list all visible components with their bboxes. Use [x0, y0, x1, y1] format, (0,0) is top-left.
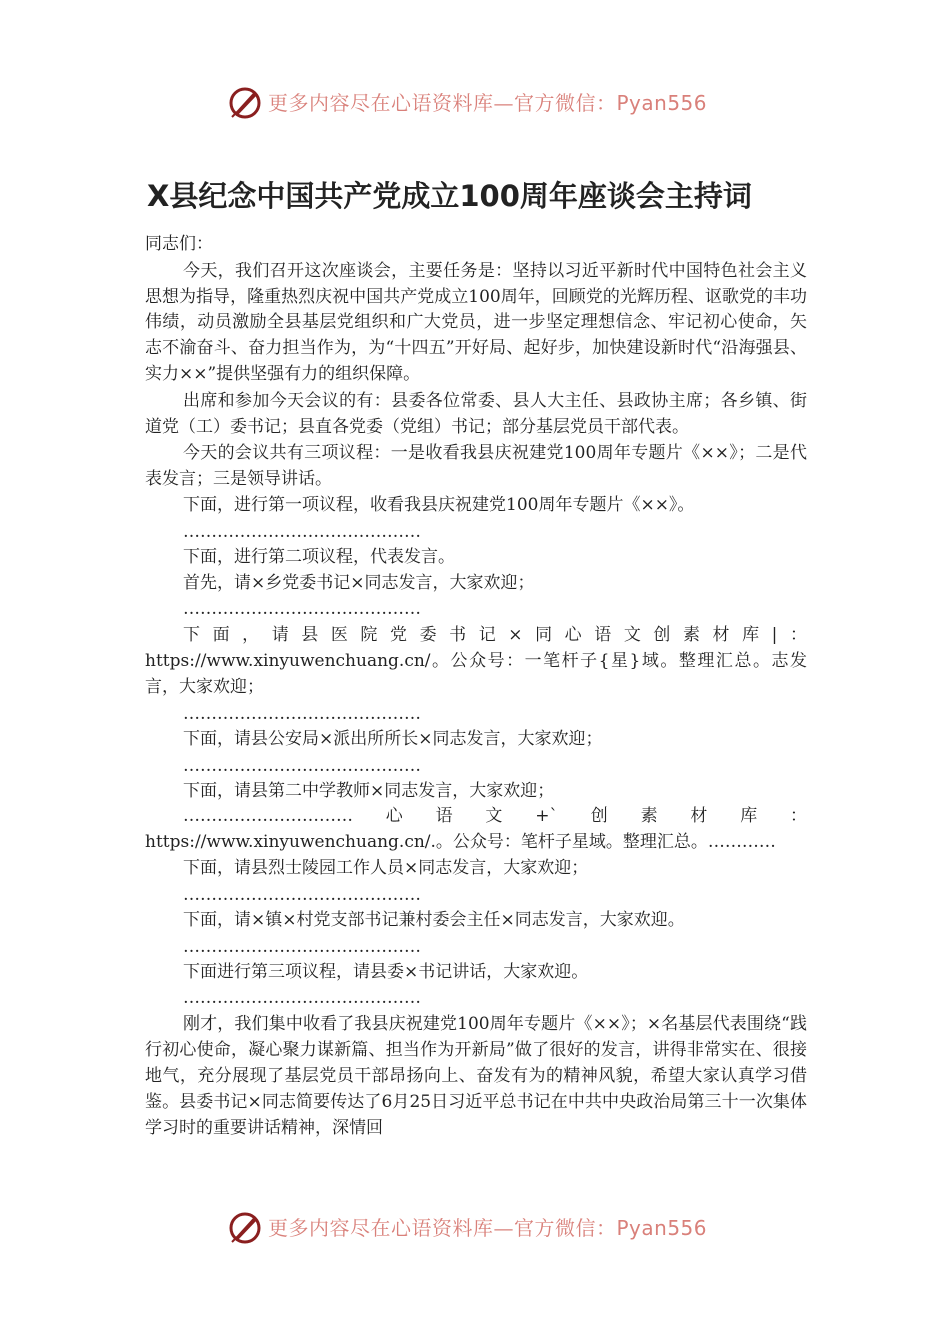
paragraph-speaker-5: 下面，请县烈士陵园工作人员×同志发言，大家欢迎；: [183, 857, 589, 878]
ellipsis-line: ……………………………………: [183, 703, 421, 724]
banner-wechat-id: Pyan556: [616, 1216, 708, 1240]
paragraph-watermark-text: …………………………心语文+`创素材库：https://www.xinyuwenchuang.cn/.。公众号：笔杆子星域。整理汇总。…………: [145, 806, 807, 853]
ellipsis-line: ……………………………………: [183, 755, 421, 776]
ellipsis-line: ……………………………………: [183, 599, 421, 620]
paragraph-item-two: 下面，进行第二项议程，代表发言。: [183, 546, 455, 567]
speaker-2-url-text: https://www.xinyuwenchuang.cn/。公众号：一笔杆子{星}域。整理汇总。志发言，大家欢迎；: [145, 651, 807, 697]
ellipsis-line: ……………………………………: [183, 884, 421, 905]
banner-slogan: 更多内容尽在心语资料库—官方微信：: [268, 91, 617, 115]
paragraph-attendees: 出席和参加今天会议的有：县委各位常委、县人大主任、县政协主席；各乡镇、街道党（工）委书记；县直各党委（党组）书记；部分基层党员干部代表。: [145, 390, 807, 437]
header-banner: [0, 84, 950, 124]
paragraph-speaker-2: [145, 623, 807, 700]
paragraph-purpose: 今天，我们召开这次座谈会，主要任务是：坚持以习近平新时代中国特色社会主义思想为指导，隆重热烈庆祝中国共产党成立100周年，回顾党的光辉历程、讴歌党的丰功伟绩，动员激励全县基层党组织和广大党员，进一步坚定理想信念、牢记初心使命，矢志不渝奋斗、奋力担当作为，为“十四五”开好局、起好步，加快建设新时代“沿海强县、实力××”提供坚强有力的组织保障。: [145, 260, 807, 384]
paragraph-item-one: 下面，进行第一项议程，收看我县庆祝建党100周年专题片《××》。: [183, 494, 695, 515]
paragraph-speaker-1: 首先，请×乡党委书记×同志发言，大家欢迎；: [183, 572, 535, 593]
banner-text: [268, 1215, 707, 1241]
paragraph-speaker-3: 下面，请县公安局×派出所所长×同志发言，大家欢迎；: [183, 728, 603, 749]
footer-banner: [0, 1209, 950, 1249]
banner-wechat-id: Pyan556: [616, 91, 708, 115]
ellipsis-line: ……………………………………: [183, 521, 421, 542]
paragraph-speaker-6: 下面，请×镇×村党支部书记兼村委会主任×同志发言，大家欢迎。: [183, 909, 685, 930]
ellipsis-line: ……………………………………: [183, 936, 421, 957]
paragraph-summary: 刚才，我们集中收看了我县庆祝建党100周年专题片《××》；×名基层代表围绕“践行初心使命，凝心聚力谋新篇、担当作为开新局”做了很好的发言，讲得非常实在、很接地气，充分展现了基层党员干部昂扬向上、奋发有为的精神风貌，希望大家认真学习借鉴。县委书记×同志简要传达了6月25日习近平总书记在中共中央政治局第三十一次集体学习时的重要讲话精神，深情回: [145, 1014, 807, 1138]
document-title: X县纪念中国共产党成立100周年座谈会主持词: [147, 179, 752, 213]
document-body: [145, 232, 807, 1141]
banner-slogan: 更多内容尽在心语资料库—官方微信：: [268, 1216, 617, 1240]
paragraph-item-three: 下面进行第三项议程，请县委×书记讲话，大家欢迎。: [183, 961, 589, 982]
ellipsis-line: ……………………………………: [183, 988, 421, 1009]
paragraph-agenda: 今天的会议共有三项议程：一是收看我县庆祝建党100周年专题片《××》；二是代表发言；三是领导讲话。: [145, 443, 807, 490]
quill-pen-logo-icon: [228, 1211, 262, 1245]
paragraph-speaker-4: 下面，请县第二中学教师×同志发言，大家欢迎；: [183, 780, 555, 801]
speaker-2-text: 下面，请县医院党委书记×同心语文创素材库|：: [183, 625, 807, 646]
quill-pen-logo-icon: [228, 86, 262, 120]
banner-text: [268, 90, 707, 116]
greeting: 同志们：: [145, 234, 213, 254]
